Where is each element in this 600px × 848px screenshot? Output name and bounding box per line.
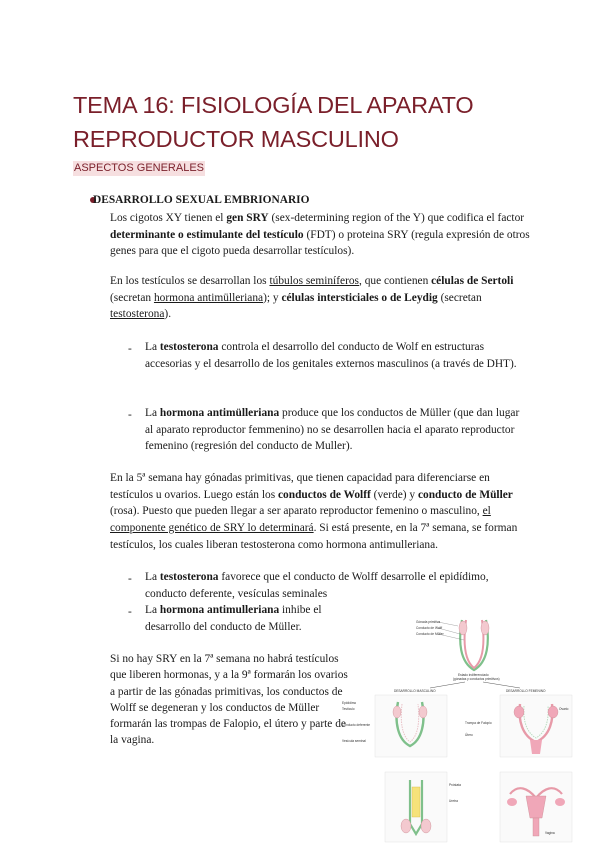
underlined-text: hormona antimülleriana <box>153 291 264 304</box>
text: (verde) y <box>370 488 418 501</box>
label-desarrollo-femenino: DESARROLLO FEMENINO <box>506 689 546 693</box>
title-line-2: REPRODUCTOR MASCULINO <box>73 126 399 152</box>
label-ovario: Ovario <box>559 707 569 711</box>
underlined-text: túbulos seminíferos <box>269 275 359 287</box>
text: Los cigotos XY tienen el <box>110 212 227 224</box>
text: La <box>145 407 160 419</box>
text: (sex-determining region of the Y) que codifica el factor <box>268 212 525 224</box>
dash-marker: - <box>128 343 132 355</box>
bold-text: células de Sertoli <box>431 275 514 287</box>
list-item-testosterona <box>145 339 520 372</box>
dash-marker: - <box>128 573 132 585</box>
female-development-illustration <box>465 695 572 757</box>
text: controla el desarrollo del conducto de Wolf en estructuras accesorias y el desarrollo de los genitales externos masculinos (a través de DHT). <box>145 341 517 370</box>
embryology-figure <box>340 612 580 846</box>
male-adult-illustration <box>385 772 461 842</box>
underlined-text: testosterona <box>110 308 165 321</box>
list-item-testosterona-wolff <box>145 569 530 602</box>
label-wolff: Conducto de Wolff <box>416 626 443 630</box>
paragraph-testiculos <box>110 273 530 323</box>
bold-text: testosterona <box>159 341 219 353</box>
ovary-shape <box>548 706 558 718</box>
bold-text: conductos de Wolff <box>277 488 371 501</box>
dash-marker: - <box>128 409 132 421</box>
text: En la 5ª semana hay gónadas primitivas, que tienen capacidad para diferenciarse en testículos u ovarios. Luego están los <box>110 472 490 501</box>
testis-shape <box>419 706 427 718</box>
bold-text: gen SRY <box>226 212 269 224</box>
label-estado-2: (gónadas y conductos primitivos) <box>453 677 500 681</box>
bold-text: determinante o estimulante del testículo <box>110 228 304 241</box>
paragraph-sin-sry: Si no hay SRY en la 7ª semana no habrá testículos que liberen hormonas, y a la 9ª formarán los ovarios a partir de las gónadas primitivas, los conductos de Wolff se degeneran y los conductos de Müller formarán las trompas de Falopio, el útero y parte de la vagina. <box>110 653 348 747</box>
label-estado: Estado indiferenciado <box>458 673 489 677</box>
list-item-antimulleriana <box>145 405 520 455</box>
label-muller: Conducto de Müller <box>416 632 444 636</box>
female-adult-illustration <box>500 772 572 842</box>
bold-text: testosterona <box>159 571 219 583</box>
label-epididimo: Epidídimo <box>342 701 357 705</box>
section-heading: DESARROLLO SEXUAL EMBRIONARIO <box>93 194 310 206</box>
text: (rosa). Puesto que pueden llegar a ser aparato reproductor femenino o masculino, <box>110 505 483 518</box>
label-utero: Útero <box>465 733 473 737</box>
text: ). <box>164 308 172 321</box>
dash-marker: - <box>128 606 132 618</box>
list-item-antimulleriana-inhibe <box>145 602 350 635</box>
bold-text: conducto de Müller <box>417 488 513 501</box>
text: En los testículos se desarrollan los <box>110 275 270 287</box>
label-desarrollo-masculino: DESARROLLO MASCULINO <box>394 689 436 693</box>
indifferent-stage-illustration <box>416 620 500 681</box>
page-title <box>73 88 543 156</box>
text: , que contienen <box>359 275 432 287</box>
label-gonada: Gónada primitiva <box>416 620 441 624</box>
label-deferente: Conducto deferente <box>342 723 370 727</box>
text: inhibe el desarrollo del conducto de Müller. <box>145 604 322 633</box>
text: (secretan <box>437 291 482 304</box>
testis-shape <box>393 706 401 718</box>
label-prostata: Próstata <box>449 783 461 787</box>
text: La <box>145 604 160 616</box>
text: favorece que el conducto de Wolff desarrolle el epidídimo, conducto deferente, vesículas seminales <box>145 571 489 600</box>
uterus-shape <box>530 740 542 754</box>
label-trompa: Trompa de Falopio <box>465 721 492 725</box>
section-subheading: ASPECTOS GENERALES <box>74 162 205 174</box>
paragraph-sry <box>110 210 530 260</box>
label-vagina: Vagina <box>545 831 555 835</box>
ovary-shape <box>514 706 524 718</box>
bold-text: hormona antimulleriana <box>159 604 280 616</box>
underlined-text: el componente genético de SRY lo determinará <box>110 505 491 535</box>
male-development-illustration <box>342 695 447 757</box>
text: (secretan <box>110 291 154 304</box>
title-line-1: TEMA 16: FISIOLOGÍA DEL APARATO <box>73 92 474 118</box>
label-testiculo: Testículo <box>342 707 355 711</box>
label-uretra: Uretra <box>449 799 458 803</box>
muller-duct-shape <box>465 620 484 668</box>
text: ); y <box>263 291 282 304</box>
text: . Si está presente, en la 7ª semana, se forman testículos, los cuales liberan testosterona como hormona antimulleriana. <box>110 522 518 551</box>
text: La <box>145 341 160 353</box>
bold-text: hormona antimülleriana <box>159 407 280 419</box>
text: La <box>145 571 160 583</box>
paragraph-semana5 <box>110 470 532 554</box>
gonad-shape <box>481 621 489 635</box>
text: produce que los conductos de Müller (que dan lugar al aparato reproductor femmenino) no se desarrollen hacia el aparato reproductor femenino (regresión del conducto de Muller). <box>145 407 520 453</box>
bold-text: células intersticiales o de Leydig <box>281 291 438 304</box>
gonad-shape <box>459 621 467 635</box>
text: (FDT) o proteina SRY (regula expresión de otros genes para que el cigoto pueda desarrollar testículos). <box>110 228 530 258</box>
differentiation-diagram <box>340 612 580 846</box>
label-vesicula: Vesícula seminal <box>342 739 366 743</box>
